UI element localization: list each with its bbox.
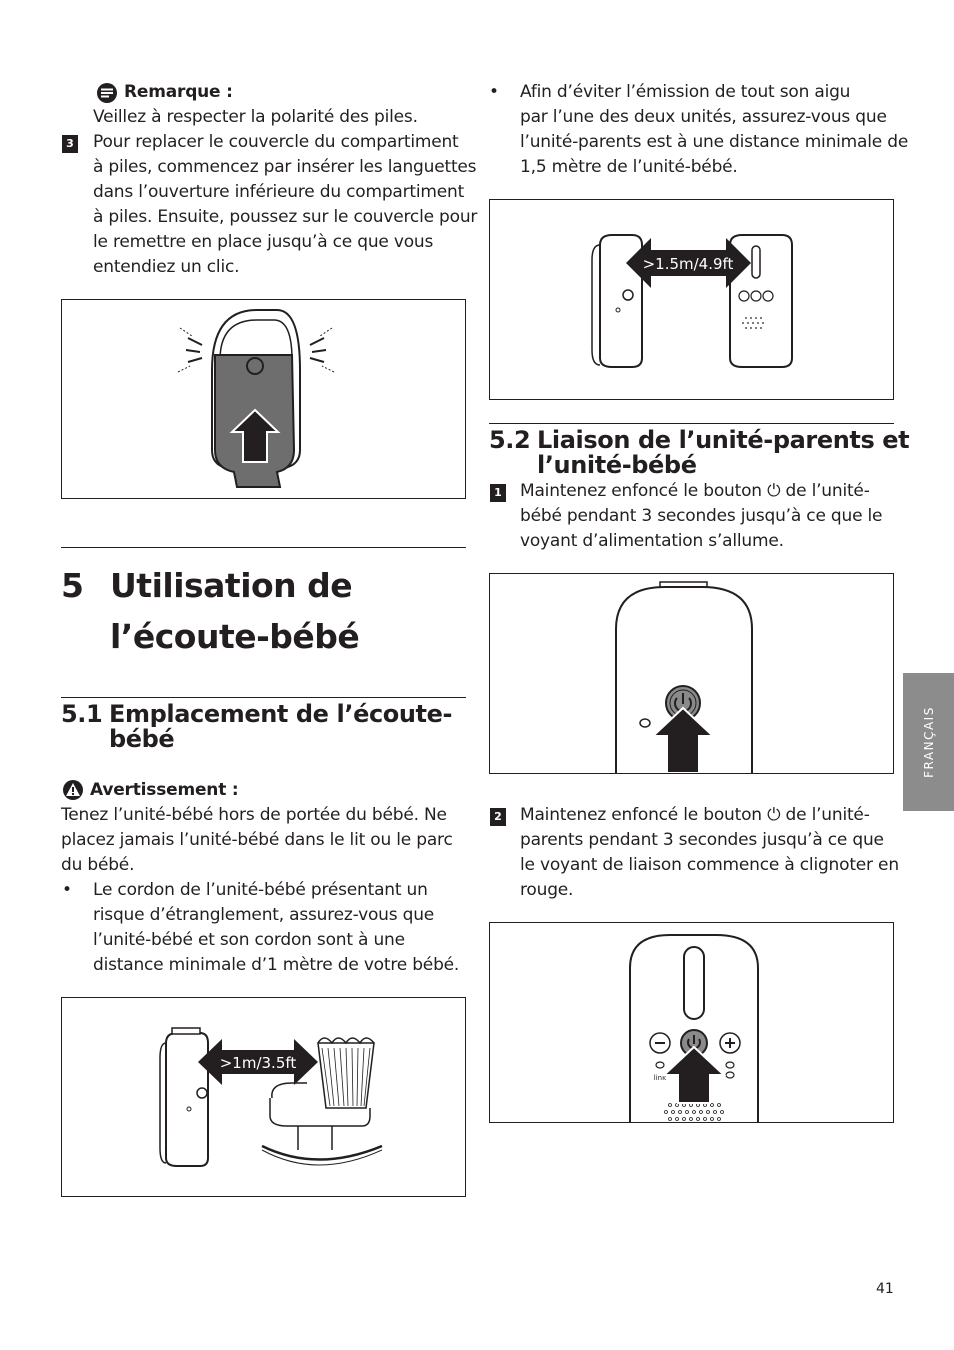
note-label: Remarque : (124, 82, 233, 102)
parent-unit-power-illustration (490, 923, 893, 1122)
units-distance-illustration (490, 200, 893, 399)
bullet-text: Le cordon de l’unité-bébé présentant un (93, 880, 428, 900)
step-2-text: parents pendant 3 secondes jusqu’à ce que (520, 830, 884, 850)
step-1-text: voyant d’alimentation s’allume. (520, 531, 784, 551)
step-3-text: entendiez un clic. (93, 257, 240, 277)
crib-distance-label: >1m/3.5ft (219, 1054, 297, 1072)
note-text: Veillez à respecter la polarité des piles. (93, 107, 418, 127)
bullet-dot: • (489, 82, 500, 102)
step-3-text: Pour replacer le couvercle du compartiment (93, 132, 459, 152)
step-1-text: Maintenez enfoncé le bouton ⏻ de l’unité- (520, 481, 870, 501)
page-number: 41 (876, 1281, 894, 1297)
step-2-number: 2 (490, 808, 506, 826)
step-3-text: à piles. Ensuite, poussez sur le couvercle pour (93, 207, 478, 227)
bullet-text: risque d’étranglement, assurez-vous que (93, 905, 435, 925)
section-52-title: Liaison de l’unité-parents et (537, 426, 910, 454)
step-2-text: Maintenez enfoncé le bouton ⏻ de l’unité- (520, 805, 870, 825)
bullet-text: par l’une des deux unités, assurez-vous que (520, 107, 887, 127)
baby-unit-power-illustration (490, 574, 893, 773)
warning-icon (62, 779, 84, 806)
step-1-number: 1 (490, 484, 506, 502)
crib-distance-figure (61, 997, 466, 1197)
battery-cover-figure (61, 299, 466, 499)
step-3-text: le remettre en place jusqu’à ce que vous (93, 232, 434, 252)
bullet-text: Afin d’éviter l’émission de tout son aigu (520, 82, 851, 102)
link-label: link (653, 1074, 667, 1082)
step-2-text: le voyant de liaison commence à clignoter en (520, 855, 899, 875)
section-52-title: l’unité-bébé (537, 451, 697, 479)
language-tab (903, 673, 954, 811)
chapter-title: Utilisation de (110, 566, 353, 605)
bullet-text: l’unité-parents est à une distance minimale de (520, 132, 909, 152)
bullet-text: 1,5 mètre de l’unité-bébé. (520, 157, 738, 177)
chapter-number: 5 (61, 566, 84, 605)
chapter-rule (61, 547, 466, 548)
section-52-number: 5.2 (489, 426, 531, 454)
step-3-number: 3 (62, 135, 78, 153)
bullet-dot: • (62, 880, 73, 900)
warning-text: Tenez l’unité-bébé hors de portée du bébé. Ne (61, 805, 447, 825)
section-51-rule (61, 697, 466, 698)
warning-text: placez jamais l’unité-bébé dans le lit ou le parc (61, 830, 453, 850)
section-51-number: 5.1 (61, 700, 103, 728)
step-2-text: rouge. (520, 880, 574, 900)
parent-unit-power-figure (489, 922, 894, 1123)
step-1-text: bébé pendant 3 secondes jusqu’à ce que le (520, 506, 883, 526)
warning-text: du bébé. (61, 855, 135, 875)
baby-unit-power-figure (489, 573, 894, 774)
units-distance-label: >1.5m/4.9ft (642, 255, 734, 273)
step-3-text: à piles, commencez par insérer les languettes (93, 157, 477, 177)
section-51-title: Emplacement de l’écoute- (109, 700, 453, 728)
battery-cover-illustration (62, 300, 465, 498)
section-51-title: bébé (109, 725, 175, 753)
crib-distance-illustration (62, 998, 465, 1196)
chapter-title: l’écoute-bébé (110, 617, 360, 656)
units-distance-figure (489, 199, 894, 400)
bullet-text: distance minimale d’1 mètre de votre bébé. (93, 955, 460, 975)
bullet-text: l’unité-bébé et son cordon sont à une (93, 930, 405, 950)
section-52-rule (489, 423, 894, 424)
warning-label: Avertissement : (90, 780, 239, 800)
step-3-text: dans l’ouverture inférieure du compartiment (93, 182, 465, 202)
language-tab-label: FRANÇAIS (921, 706, 936, 778)
